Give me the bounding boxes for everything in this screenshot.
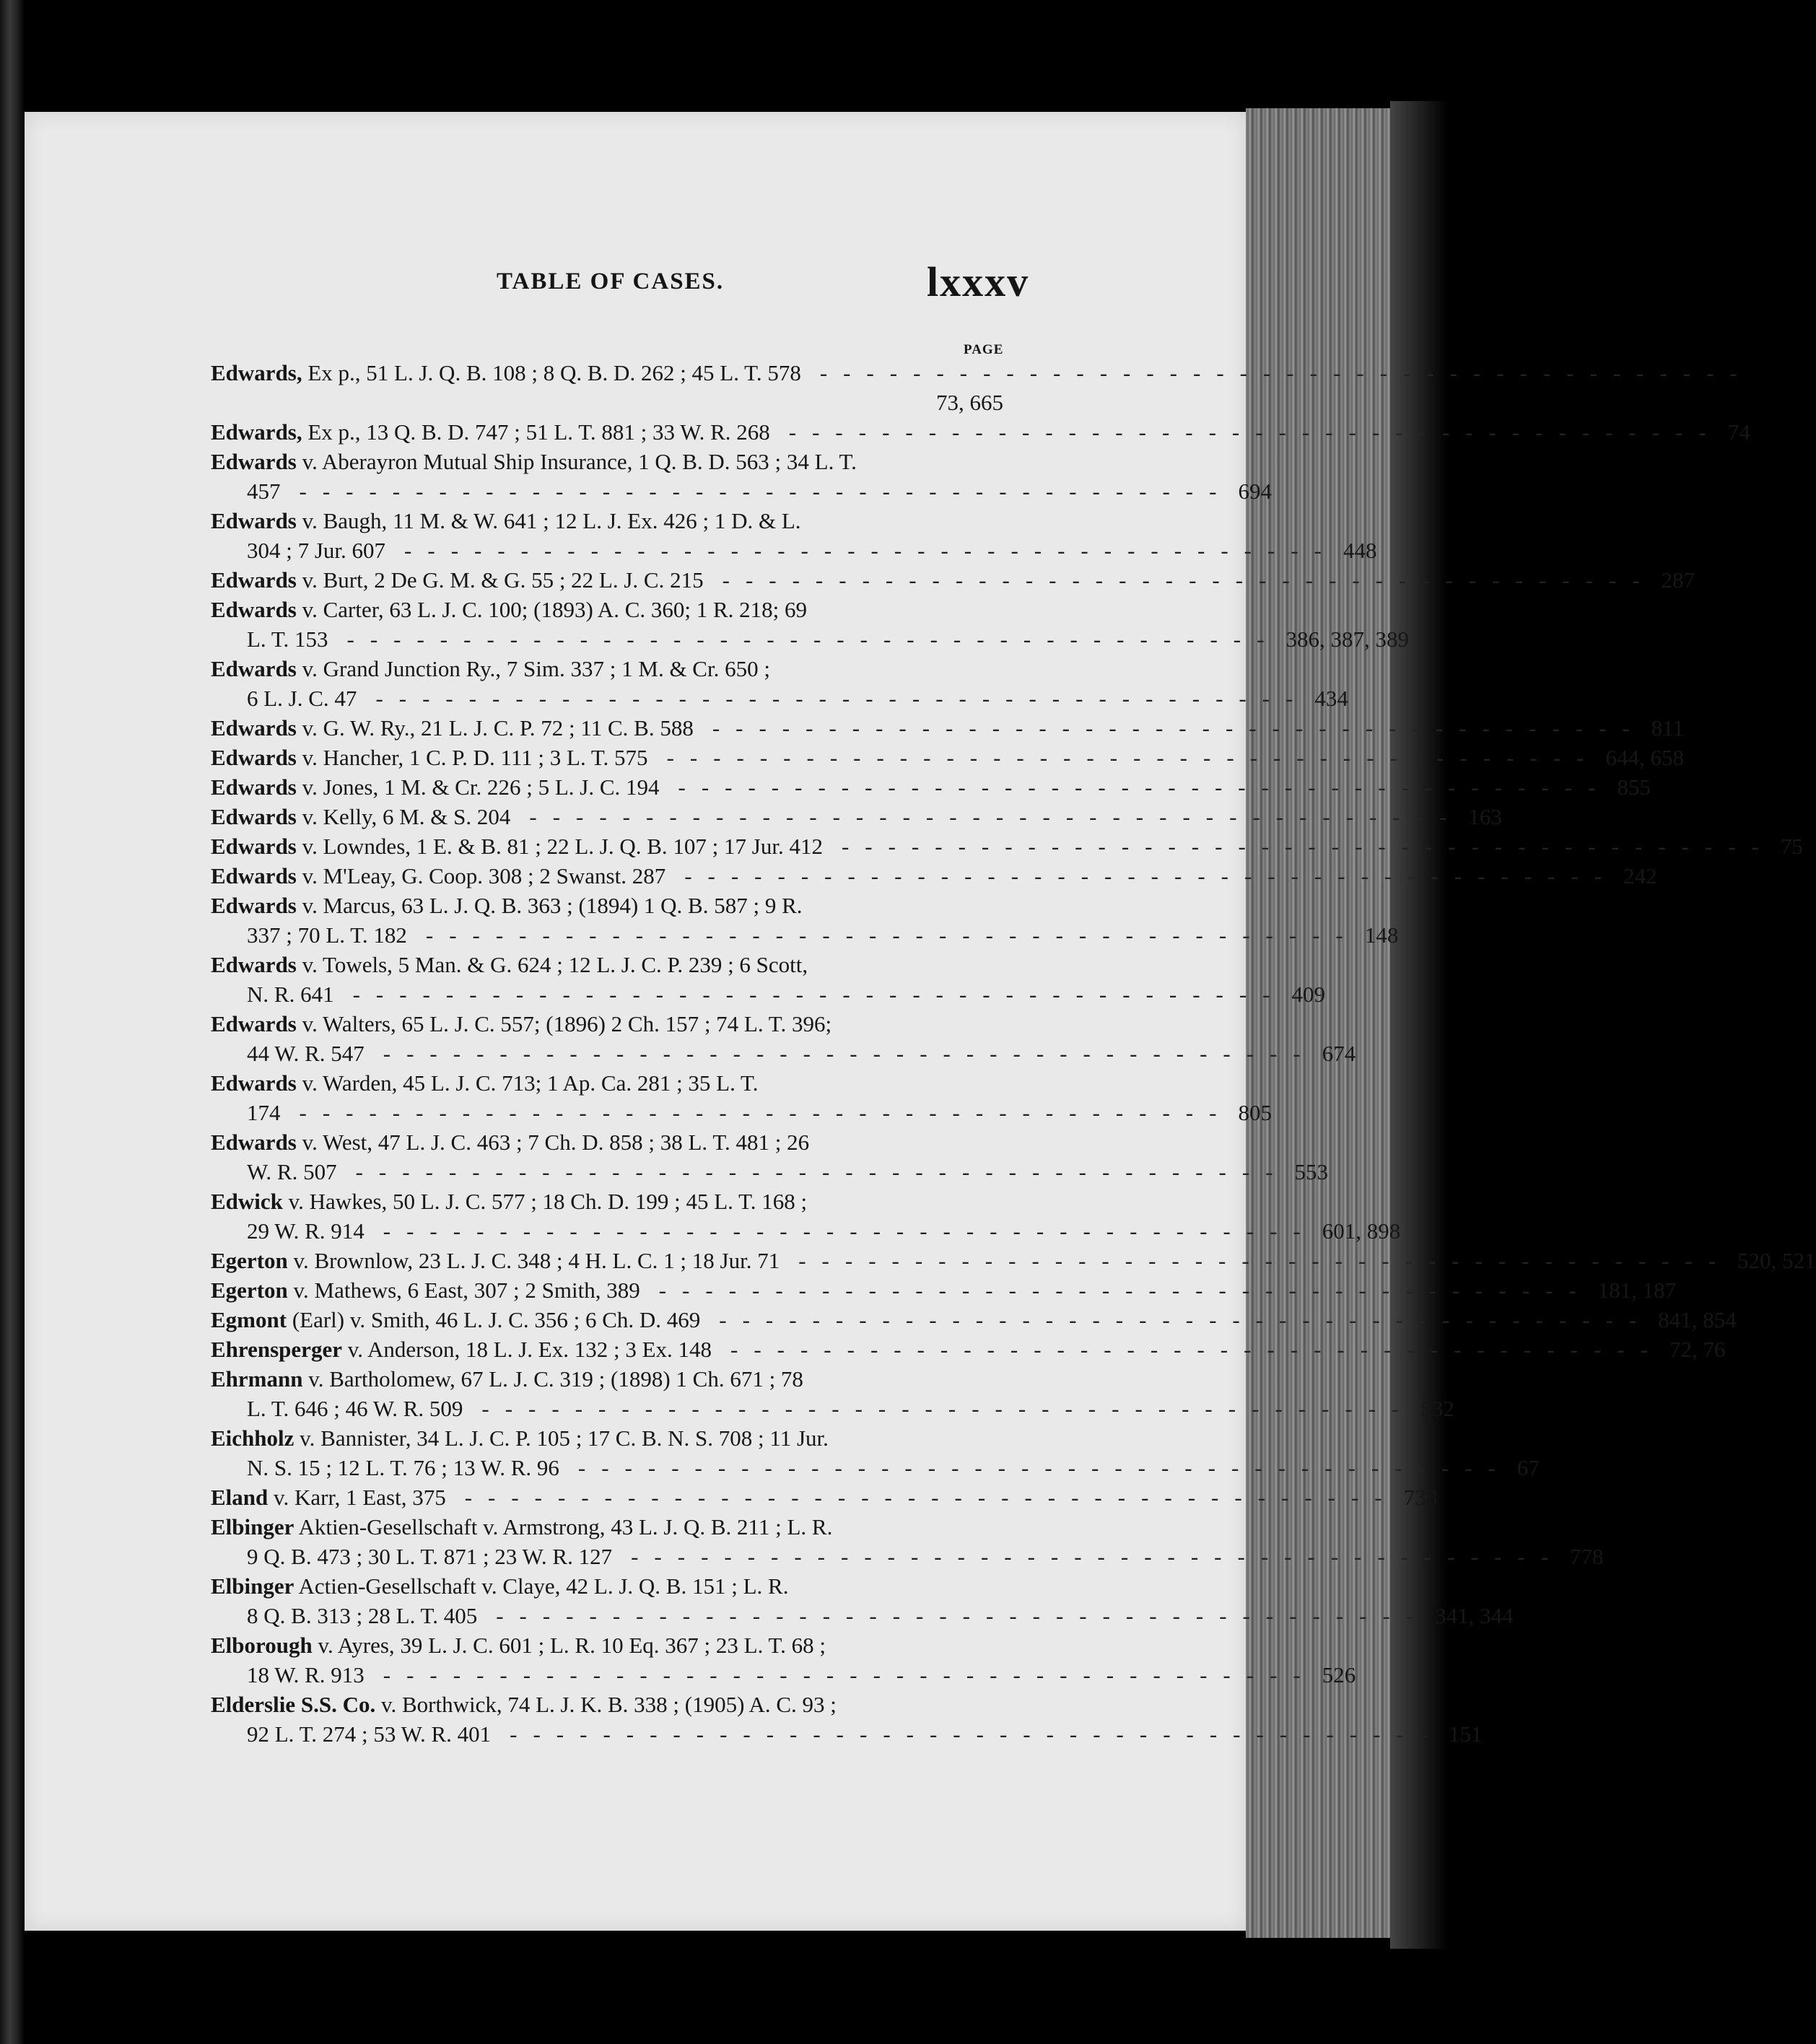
case-entry bbox=[211, 1187, 1401, 1246]
case-entry bbox=[211, 447, 1272, 506]
citation-segment: 9 Q. B. 473 ; 30 L. T. 871 ; 23 W. R. 127 bbox=[247, 1544, 613, 1569]
citation-text bbox=[211, 1070, 758, 1096]
case-entry bbox=[211, 1246, 1816, 1275]
citation-text bbox=[211, 893, 803, 918]
case-entry bbox=[211, 1127, 1329, 1187]
citation-segment: v. Jones, 1 M. & Cr. 226 ; 5 L. J. C. 194 bbox=[296, 774, 660, 800]
case-entry-line bbox=[211, 1542, 1604, 1571]
citation-text bbox=[211, 565, 704, 595]
citation-segment: 337 ; 70 L. T. 182 bbox=[247, 922, 407, 948]
citation-text bbox=[247, 1601, 477, 1630]
leader-dashes: ---------------------------------------- bbox=[719, 1307, 1653, 1332]
case-party-name: Ehrensperger bbox=[211, 1337, 342, 1362]
leader-dashes: ---------------------------------------- bbox=[383, 1662, 1317, 1687]
citation-text bbox=[247, 1719, 491, 1749]
citation-text bbox=[211, 713, 694, 743]
citation-segment: Ex p., 13 Q. B. D. 747 ; 51 L. T. 881 ; 33 W. R. 268 bbox=[302, 419, 770, 445]
book-left-edge bbox=[0, 0, 25, 2044]
case-entry bbox=[211, 950, 1326, 1009]
page-column-label: PAGE bbox=[964, 342, 1004, 357]
citation-text bbox=[211, 1130, 809, 1155]
page-reference: 163 bbox=[1468, 804, 1502, 829]
page-reference: 778 bbox=[1570, 1544, 1604, 1569]
case-entry bbox=[211, 891, 1399, 950]
leader-dashes: ---------------------------------------- bbox=[299, 1100, 1233, 1125]
case-party-name: Edwick bbox=[211, 1189, 283, 1214]
case-party-name: Elbinger bbox=[211, 1514, 294, 1539]
case-party-name: Elbinger bbox=[211, 1573, 294, 1599]
case-entry-line bbox=[211, 1482, 1438, 1512]
page-reference: 341, 344 bbox=[1435, 1603, 1514, 1628]
case-party-name: Eichholz bbox=[211, 1425, 294, 1451]
citation-segment: Ex p., 51 L. J. Q. B. 108 ; 8 Q. B. D. 262 ; 45 L. T. 578 bbox=[302, 360, 801, 385]
case-entry bbox=[211, 1423, 1540, 1482]
leader-dashes: ---------------------------------------- bbox=[481, 1396, 1415, 1421]
leader-dashes: ---------------------------------------- bbox=[383, 1041, 1317, 1066]
case-party-name: Edwards bbox=[211, 508, 297, 533]
case-entry bbox=[211, 565, 1695, 595]
case-party-name: Edwards bbox=[211, 863, 297, 888]
case-entry-line bbox=[211, 713, 1685, 743]
case-entry-line bbox=[211, 831, 1803, 861]
case-entry-line bbox=[211, 1009, 1003, 1039]
citation-text bbox=[211, 952, 808, 977]
case-party-name: Egerton bbox=[211, 1248, 288, 1273]
leader-dashes: ---------------------------------------- bbox=[788, 419, 1722, 445]
page-reference: 841, 854 bbox=[1658, 1307, 1737, 1332]
case-entry-line bbox=[211, 1453, 1540, 1482]
case-entry-line bbox=[211, 1394, 1454, 1423]
citation-text bbox=[247, 1157, 337, 1187]
page-reference: 434 bbox=[1314, 686, 1348, 711]
citation-segment: v. G. W. Ry., 21 L. J. C. P. 72 ; 11 C. B. 588 bbox=[296, 715, 694, 741]
citation-text bbox=[211, 861, 665, 891]
case-party-name: Edwards bbox=[211, 1130, 297, 1155]
leader-dashes: ---------------------------------------- bbox=[346, 626, 1280, 652]
case-party-name: Edwards bbox=[211, 1011, 297, 1036]
citation-text bbox=[211, 1011, 831, 1036]
citation-segment: v. Ayres, 39 L. J. C. 601 ; L. R. 10 Eq. 367 ; 23 L. T. 68 ; bbox=[312, 1633, 826, 1658]
case-entry-line bbox=[211, 1512, 1003, 1542]
citation-text bbox=[211, 1246, 780, 1275]
citation-text bbox=[211, 508, 801, 533]
citation-segment: v. Carter, 63 L. J. C. 100; (1893) A. C. 360; 1 R. 218; 69 bbox=[296, 597, 808, 622]
leader-dashes: ---------------------------------------- bbox=[684, 863, 1618, 888]
citation-text bbox=[247, 1394, 463, 1423]
case-entry bbox=[211, 1009, 1356, 1068]
leader-dashes: ---------------------------------------- bbox=[819, 360, 1753, 385]
leader-dashes: ---------------------------------------- bbox=[464, 1485, 1398, 1510]
case-entries-list bbox=[211, 358, 1816, 1749]
citation-text bbox=[211, 358, 801, 388]
citation-segment: v. Walters, 65 L. J. C. 557; (1896) 2 Ch. 157 ; 74 L. T. 396; bbox=[296, 1011, 832, 1036]
citation-text bbox=[211, 1514, 832, 1539]
citation-text bbox=[247, 536, 385, 565]
case-entry-line bbox=[211, 1216, 1401, 1246]
case-party-name: Eland bbox=[211, 1485, 269, 1510]
citation-segment: L. T. 153 bbox=[247, 626, 328, 652]
case-entry-line bbox=[211, 1423, 1003, 1453]
case-entry bbox=[211, 1571, 1514, 1630]
case-entry-line bbox=[211, 1305, 1737, 1335]
citation-text bbox=[247, 1542, 612, 1571]
page-reference: 805 bbox=[1238, 1100, 1272, 1125]
citation-text bbox=[211, 417, 770, 447]
case-party-name: Edwards bbox=[211, 893, 297, 918]
page-reference: 532 bbox=[1420, 1396, 1454, 1421]
citation-segment: Aktien-Gesellschaft v. Armstrong, 43 L. J. Q. B. 211 ; L. R. bbox=[294, 1514, 833, 1539]
citation-segment: v. Kelly, 6 M. & S. 204 bbox=[296, 804, 511, 829]
citation-text bbox=[211, 449, 857, 474]
citation-text bbox=[211, 1189, 807, 1214]
case-entry-line bbox=[211, 1275, 1677, 1305]
case-entry-line bbox=[211, 506, 1003, 536]
case-entry bbox=[211, 595, 1409, 654]
case-entry-line bbox=[211, 447, 1003, 476]
citation-segment: 174 bbox=[247, 1100, 281, 1125]
citation-segment: W. R. 507 bbox=[247, 1159, 337, 1184]
citation-segment: v. Hawkes, 50 L. J. C. 577 ; 18 Ch. D. 199 ; 45 L. T. 168 ; bbox=[282, 1189, 808, 1214]
case-entry bbox=[211, 861, 1657, 891]
case-entry bbox=[211, 506, 1377, 565]
citation-text bbox=[247, 476, 281, 506]
case-entry-line bbox=[211, 683, 1348, 713]
case-entry bbox=[211, 1482, 1438, 1512]
leader-dashes: ---------------------------------------- bbox=[722, 567, 1656, 593]
page-reference: 181, 187 bbox=[1597, 1278, 1677, 1303]
case-entry-line bbox=[211, 743, 1684, 772]
case-entry-line bbox=[211, 536, 1377, 565]
citation-segment: v. West, 47 L. J. C. 463 ; 7 Ch. D. 858 ; 38 L. T. 481 ; 26 bbox=[296, 1130, 810, 1155]
case-entry bbox=[211, 1512, 1604, 1571]
case-entry-line bbox=[211, 979, 1326, 1009]
page-reference: 694 bbox=[1238, 479, 1272, 504]
case-entry-line bbox=[211, 1660, 1356, 1690]
leader-dashes: ---------------------------------------- bbox=[299, 479, 1233, 504]
citation-segment: v. Grand Junction Ry., 7 Sim. 337 ; 1 M. & Cr. 650 ; bbox=[296, 656, 770, 681]
citation-segment: (Earl) v. Smith, 46 L. J. C. 356 ; 6 Ch. D. 469 bbox=[287, 1307, 701, 1332]
case-entry-line bbox=[211, 1098, 1272, 1127]
case-entry bbox=[211, 1305, 1737, 1335]
case-party-name: Edwards bbox=[211, 715, 297, 741]
case-party-name: Ehrmann bbox=[211, 1366, 303, 1392]
citation-segment: 92 L. T. 274 ; 53 W. R. 401 bbox=[247, 1721, 492, 1747]
leader-dashes: ---------------------------------------- bbox=[730, 1337, 1664, 1362]
leader-dashes: ---------------------------------------- bbox=[425, 922, 1359, 948]
case-entry bbox=[211, 1335, 1726, 1364]
page-reference: 242 bbox=[1623, 863, 1657, 888]
citation-text bbox=[211, 831, 823, 861]
leader-dashes: ---------------------------------------- bbox=[631, 1544, 1565, 1569]
citation-segment: v. Bartholomew, 67 L. J. C. 319 ; (1898) 1 Ch. 671 ; 78 bbox=[302, 1366, 803, 1392]
case-entry-line bbox=[211, 1364, 1003, 1394]
leader-dashes: ---------------------------------------- bbox=[798, 1248, 1732, 1273]
citation-segment: v. Warden, 45 L. J. C. 713; 1 Ap. Ca. 281 ; 35 L. T. bbox=[296, 1070, 759, 1096]
case-party-name: Edwards bbox=[211, 656, 297, 681]
citation-text bbox=[247, 979, 334, 1009]
page-reference: 674 bbox=[1322, 1041, 1356, 1066]
case-party-name: Edwards bbox=[211, 1070, 297, 1096]
citation-segment: N. R. 641 bbox=[247, 982, 334, 1007]
page-reference: 738 bbox=[1403, 1485, 1438, 1510]
citation-segment: v. M'Leay, G. Coop. 308 ; 2 Swanst. 287 bbox=[296, 863, 666, 888]
case-entry-line bbox=[211, 1601, 1514, 1630]
page-reference: 520, 521 bbox=[1737, 1248, 1816, 1273]
case-entry bbox=[211, 743, 1684, 772]
case-party-name: Elborough bbox=[211, 1633, 313, 1658]
page-reference: 74 bbox=[1727, 419, 1750, 445]
case-entry-line bbox=[211, 476, 1272, 506]
page-number: lxxxv bbox=[927, 258, 1030, 305]
citation-text bbox=[211, 656, 770, 681]
case-entry-line bbox=[211, 417, 1750, 447]
citation-text bbox=[211, 1366, 803, 1392]
leader-dashes: ---------------------------------------- bbox=[529, 804, 1463, 829]
leader-dashes: ---------------------------------------- bbox=[404, 538, 1337, 563]
citation-text bbox=[247, 1453, 559, 1482]
citation-segment: 18 W. R. 913 bbox=[247, 1662, 364, 1687]
page-reference: 72, 76 bbox=[1669, 1337, 1726, 1362]
citation-text bbox=[211, 1335, 712, 1364]
citation-text bbox=[211, 597, 807, 622]
page-reference: 553 bbox=[1294, 1159, 1329, 1184]
citation-text bbox=[247, 1216, 364, 1246]
case-entry bbox=[211, 772, 1651, 802]
case-entry-line bbox=[211, 595, 1003, 624]
citation-segment: v. Mathews, 6 East, 307 ; 2 Smith, 389 bbox=[287, 1278, 640, 1303]
leader-dashes: ---------------------------------------- bbox=[577, 1455, 1511, 1480]
case-entry-line bbox=[211, 1335, 1726, 1364]
case-party-name: Edwards bbox=[211, 567, 297, 593]
citation-segment: 8 Q. B. 313 ; 28 L. T. 405 bbox=[247, 1603, 478, 1628]
case-entry-line bbox=[211, 654, 1003, 683]
page-reference: 67 bbox=[1516, 1455, 1540, 1480]
case-entry bbox=[211, 1275, 1677, 1305]
case-party-name: Edwards bbox=[211, 804, 297, 829]
case-entry bbox=[211, 713, 1685, 743]
case-entry-line bbox=[211, 1719, 1483, 1749]
citation-segment: v. Borthwick, 74 L. J. K. B. 338 ; (1905) A. C. 93 ; bbox=[375, 1692, 837, 1717]
citation-segment: 44 W. R. 547 bbox=[247, 1041, 364, 1066]
citation-text bbox=[211, 1692, 837, 1717]
leader-dashes: ---------------------------------------- bbox=[841, 834, 1775, 859]
case-entry-line bbox=[211, 802, 1502, 831]
case-entry bbox=[211, 358, 1753, 417]
citation-text bbox=[247, 683, 357, 713]
citation-text bbox=[211, 772, 660, 802]
citation-text bbox=[211, 1305, 700, 1335]
citation-segment: v. Lowndes, 1 E. & B. 81 ; 22 L. J. Q. B. 107 ; 17 Jur. 412 bbox=[296, 834, 823, 859]
citation-text bbox=[247, 920, 407, 950]
leader-dashes: ---------------------------------------- bbox=[712, 715, 1646, 741]
leader-dashes: ---------------------------------------- bbox=[666, 745, 1600, 770]
citation-segment: v. Marcus, 63 L. J. Q. B. 363 ; (1894) 1 Q. B. 587 ; 9 R. bbox=[296, 893, 803, 918]
case-entry-line bbox=[211, 1039, 1356, 1068]
citation-segment: v. Karr, 1 East, 375 bbox=[268, 1485, 446, 1510]
citation-text bbox=[211, 802, 510, 831]
page-reference: 448 bbox=[1343, 538, 1377, 563]
leader-dashes: ---------------------------------------- bbox=[678, 774, 1612, 800]
running-header-title: TABLE OF CASES. bbox=[497, 268, 725, 294]
citation-text bbox=[247, 624, 328, 654]
page-reference: 644, 658 bbox=[1605, 745, 1684, 770]
page-reference: 855 bbox=[1617, 774, 1651, 800]
case-party-name: Edwards bbox=[211, 952, 297, 977]
citation-text bbox=[211, 1482, 446, 1512]
citation-text bbox=[211, 1275, 640, 1305]
case-party-name: Egmont bbox=[211, 1307, 287, 1332]
citation-segment: 304 ; 7 Jur. 607 bbox=[247, 538, 386, 563]
case-entry bbox=[211, 1364, 1454, 1423]
case-entry-line bbox=[211, 388, 1003, 417]
citation-segment: v. Baugh, 11 M. & W. 641 ; 12 L. J. Ex. 426 ; 1 D. & L. bbox=[296, 508, 801, 533]
case-entry-line bbox=[211, 861, 1657, 891]
case-party-name: Edwards, bbox=[211, 419, 302, 445]
citation-segment: N. S. 15 ; 12 L. T. 76 ; 13 W. R. 96 bbox=[247, 1455, 559, 1480]
leader-dashes: ---------------------------------------- bbox=[352, 982, 1286, 1007]
case-entry bbox=[211, 417, 1750, 447]
citation-segment: v. Hancher, 1 C. P. D. 111 ; 3 L. T. 575 bbox=[296, 745, 648, 770]
citation-text bbox=[211, 1425, 829, 1451]
case-entry-line bbox=[211, 358, 1753, 388]
citation-text bbox=[247, 1660, 364, 1690]
case-entry-line bbox=[211, 565, 1695, 595]
case-party-name: Edwards bbox=[211, 834, 297, 859]
case-entry bbox=[211, 654, 1348, 713]
case-entry bbox=[211, 1690, 1483, 1749]
case-entry-line bbox=[211, 1068, 1003, 1098]
citation-segment: 6 L. J. C. 47 bbox=[247, 686, 357, 711]
case-entry-line bbox=[211, 1571, 1003, 1601]
case-entry-line bbox=[211, 624, 1409, 654]
case-entry-line bbox=[211, 1187, 1003, 1216]
page-reference: 148 bbox=[1364, 922, 1399, 948]
page-reference: 601, 898 bbox=[1322, 1218, 1401, 1244]
citation-segment: 29 W. R. 914 bbox=[247, 1218, 364, 1244]
leader-dashes: ---------------------------------------- bbox=[510, 1721, 1444, 1747]
citation-text bbox=[211, 1573, 788, 1599]
citation-segment: 457 bbox=[247, 479, 281, 504]
page-reference: 75 bbox=[1780, 834, 1803, 859]
citation-segment: v. Anderson, 18 L. J. Ex. 132 ; 3 Ex. 148 bbox=[341, 1337, 712, 1362]
case-entry-line bbox=[211, 1157, 1329, 1187]
leader-dashes: ---------------------------------------- bbox=[658, 1278, 1592, 1303]
case-party-name: Edwards, bbox=[211, 360, 302, 385]
case-entry-line bbox=[211, 1246, 1816, 1275]
leader-dashes: ---------------------------------------- bbox=[496, 1603, 1430, 1628]
page-reference: 73, 665 bbox=[936, 390, 1003, 415]
page-reference: 526 bbox=[1322, 1662, 1356, 1687]
case-entry-line bbox=[211, 772, 1651, 802]
page-reference: 386, 387, 389 bbox=[1285, 626, 1409, 652]
citation-segment: v. Burt, 2 De G. M. & G. 55 ; 22 L. J. C. 215 bbox=[296, 567, 704, 593]
leader-dashes: ---------------------------------------- bbox=[355, 1159, 1289, 1184]
citation-segment: v. Brownlow, 23 L. J. C. 348 ; 4 H. L. C. 1 ; 18 Jur. 71 bbox=[287, 1248, 780, 1273]
case-party-name: Edwards bbox=[211, 774, 297, 800]
case-party-name: Elderslie S.S. Co. bbox=[211, 1692, 376, 1717]
citation-text bbox=[247, 1098, 281, 1127]
citation-text bbox=[211, 743, 648, 772]
citation-segment: v. Aberayron Mutual Ship Insurance, 1 Q. B. D. 563 ; 34 L. T. bbox=[296, 449, 857, 474]
citation-segment: v. Bannister, 34 L. J. C. P. 105 ; 17 C. B. N. S. 708 ; 11 Jur. bbox=[294, 1425, 829, 1451]
case-entry bbox=[211, 1630, 1356, 1690]
citation-segment: Actien-Gesellschaft v. Claye, 42 L. J. Q. B. 151 ; L. R. bbox=[294, 1573, 789, 1599]
page-reference: 811 bbox=[1651, 715, 1685, 741]
case-entry-line bbox=[211, 1127, 1003, 1157]
page-reference: 287 bbox=[1661, 567, 1695, 593]
page-reference: 409 bbox=[1291, 982, 1326, 1007]
case-entry bbox=[211, 1068, 1272, 1127]
leader-dashes: ---------------------------------------- bbox=[383, 1218, 1317, 1244]
case-entry-line bbox=[211, 1690, 1003, 1719]
case-party-name: Edwards bbox=[211, 745, 297, 770]
leader-dashes: ---------------------------------------- bbox=[375, 686, 1309, 711]
case-entry bbox=[211, 831, 1803, 861]
case-entry-line bbox=[211, 1630, 1003, 1660]
case-entry bbox=[211, 802, 1502, 831]
citation-segment: v. Towels, 5 Man. & G. 624 ; 12 L. J. C. P. 239 ; 6 Scott, bbox=[296, 952, 808, 977]
page-reference: 151 bbox=[1449, 1721, 1483, 1747]
case-party-name: Edwards bbox=[211, 449, 297, 474]
case-entry-line bbox=[211, 920, 1399, 950]
case-party-name: Egerton bbox=[211, 1278, 288, 1303]
citation-text bbox=[211, 1633, 826, 1658]
case-entry-line bbox=[211, 950, 1003, 979]
citation-segment: L. T. 646 ; 46 W. R. 509 bbox=[247, 1396, 463, 1421]
case-party-name: Edwards bbox=[211, 597, 297, 622]
citation-text bbox=[247, 1039, 364, 1068]
case-entry-line bbox=[211, 891, 1003, 920]
